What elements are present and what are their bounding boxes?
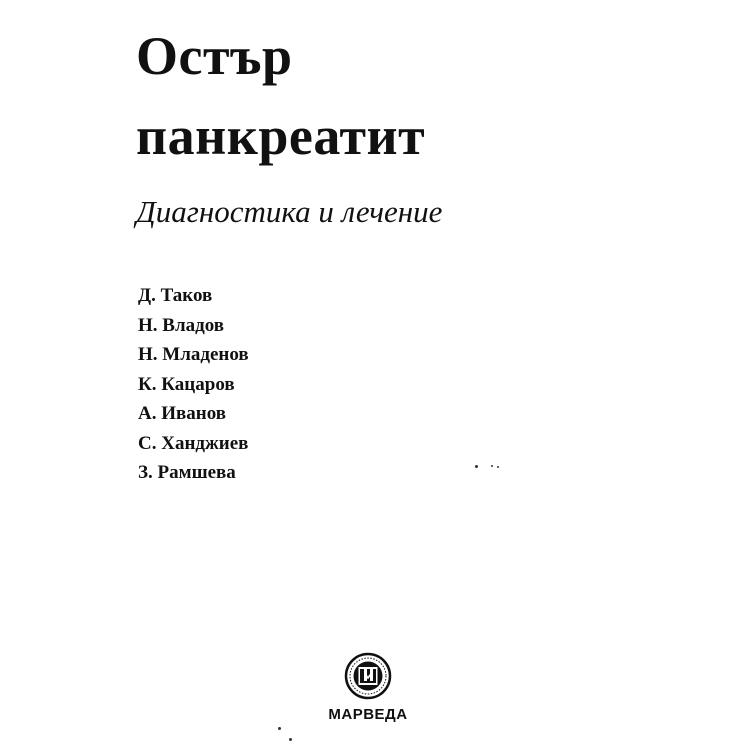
print-speck (278, 727, 281, 730)
author-name: Д. Таков (138, 285, 213, 306)
print-speck (289, 738, 292, 741)
author-name: Н. Младенов (138, 344, 249, 365)
author-name: С. Ханджиев (138, 432, 249, 454)
book-title-line-2: панкреатит (136, 106, 426, 166)
publisher-emblem-icon (344, 652, 392, 700)
print-speck (491, 465, 493, 467)
author-name: К. Кацаров (138, 373, 235, 395)
print-speck (475, 465, 478, 468)
author-list (138, 281, 249, 488)
publisher-name: МАРВЕДА (328, 706, 408, 723)
author-name: А. Иванов (138, 403, 226, 424)
author-name: Н. Владов (138, 314, 225, 336)
book-title-line-1: Остър (136, 26, 293, 86)
book-subtitle: Диагностика и лечение (136, 194, 443, 229)
author-name: З. Рамшева (138, 462, 236, 483)
print-speck (497, 466, 499, 468)
